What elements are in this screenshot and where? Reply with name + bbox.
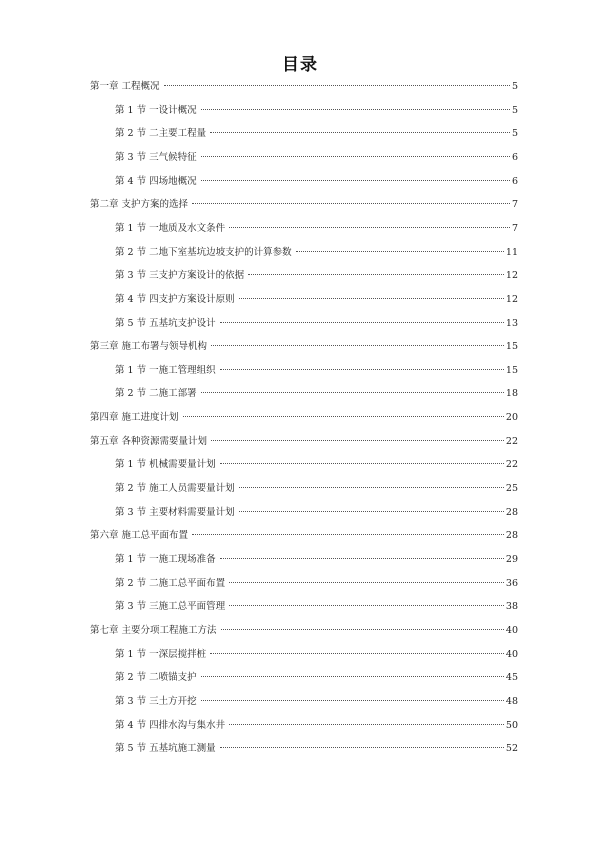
dot-leader bbox=[239, 487, 504, 488]
toc-page-number: 22 bbox=[505, 435, 518, 447]
toc-chapter-entry[interactable] bbox=[90, 529, 518, 543]
toc-section-entry[interactable] bbox=[115, 127, 518, 141]
toc-chapter-entry[interactable] bbox=[90, 80, 518, 94]
toc-section-entry[interactable] bbox=[115, 175, 518, 189]
dot-leader bbox=[211, 345, 504, 346]
toc-entry-label: 第 3 节 三支护方案设计的依据 bbox=[115, 270, 245, 282]
toc-section-entry[interactable] bbox=[115, 600, 518, 614]
toc-entry-label: 第 2 节 二施工总平面布置 bbox=[115, 577, 226, 589]
toc-entry-label: 第 2 节 二主要工程量 bbox=[115, 128, 207, 140]
toc-entry-label: 第 1 节 一地质及水文条件 bbox=[115, 222, 226, 234]
toc-page-number: 15 bbox=[505, 364, 518, 376]
toc-entry-label: 第 3 节 三气候特征 bbox=[115, 151, 197, 163]
dot-leader bbox=[201, 392, 504, 393]
toc-page-number: 18 bbox=[505, 388, 518, 400]
dot-leader bbox=[201, 700, 504, 701]
toc-page-number: 5 bbox=[511, 104, 518, 116]
dot-leader bbox=[210, 653, 504, 654]
toc-page-number: 6 bbox=[511, 151, 518, 163]
toc-page-number: 7 bbox=[511, 222, 518, 234]
toc-entry-label: 第 4 节 四支护方案设计原则 bbox=[115, 293, 235, 305]
toc-entry-label: 第 2 节 二喷锚支护 bbox=[115, 672, 197, 684]
toc-chapter-entry[interactable] bbox=[90, 624, 518, 638]
toc-section-entry[interactable] bbox=[115, 269, 518, 283]
toc-entry-label: 第 1 节 一设计概况 bbox=[115, 104, 197, 116]
dot-leader bbox=[229, 227, 510, 228]
dot-leader bbox=[201, 180, 510, 181]
toc-page-number: 7 bbox=[511, 199, 518, 211]
toc-section-entry[interactable] bbox=[115, 293, 518, 307]
toc-section-entry[interactable] bbox=[115, 482, 518, 496]
toc-page-number: 50 bbox=[505, 719, 518, 731]
dot-leader bbox=[192, 534, 504, 535]
toc-section-entry[interactable] bbox=[115, 719, 518, 733]
dot-leader bbox=[248, 274, 504, 275]
toc-page-number: 36 bbox=[505, 577, 518, 589]
toc-section-entry[interactable] bbox=[115, 577, 518, 591]
toc-entry-label: 第三章 施工布署与领导机构 bbox=[90, 341, 208, 353]
toc-page-number: 38 bbox=[505, 601, 518, 613]
toc-page-number: 22 bbox=[505, 459, 518, 471]
toc-page-number: 28 bbox=[505, 530, 518, 542]
toc-page-number: 15 bbox=[505, 341, 518, 353]
toc-section-entry[interactable] bbox=[115, 222, 518, 236]
dot-leader bbox=[201, 676, 504, 677]
dot-leader bbox=[210, 132, 510, 133]
toc-entry-label: 第一章 工程概况 bbox=[90, 81, 160, 92]
dot-leader bbox=[164, 85, 510, 86]
toc-section-entry[interactable] bbox=[115, 387, 518, 401]
toc-entry-label: 第 2 节 施工人员需要量计划 bbox=[115, 483, 235, 495]
dot-leader bbox=[220, 747, 504, 748]
toc-page-number: 40 bbox=[505, 624, 518, 636]
toc-entry-label: 第 3 节 三施工总平面管理 bbox=[115, 601, 226, 613]
toc-page-number: 12 bbox=[505, 293, 518, 305]
toc-section-entry[interactable] bbox=[115, 104, 518, 118]
toc-page-number: 6 bbox=[511, 175, 518, 187]
dot-leader bbox=[201, 156, 510, 157]
toc-entry-label: 第四章 施工进度计划 bbox=[90, 412, 179, 424]
dot-leader bbox=[201, 109, 510, 110]
dot-leader bbox=[220, 322, 504, 323]
toc-page-number: 29 bbox=[505, 554, 518, 565]
toc-page-number: 11 bbox=[505, 246, 518, 258]
toc-page-number: 52 bbox=[505, 743, 518, 755]
page-title: 目录 bbox=[282, 55, 318, 75]
dot-leader bbox=[211, 440, 504, 441]
dot-leader bbox=[220, 558, 504, 559]
toc-chapter-entry[interactable] bbox=[90, 435, 518, 449]
toc-entry-label: 第七章 主要分项工程施工方法 bbox=[90, 624, 217, 636]
toc-entry-label: 第 2 节 二地下室基坑边坡支护的计算参数 bbox=[115, 246, 292, 258]
toc-page-number: 20 bbox=[505, 412, 518, 424]
toc-section-entry[interactable] bbox=[115, 742, 518, 756]
toc-entry-label: 第 2 节 二施工部署 bbox=[115, 388, 197, 400]
toc-entry-label: 第 5 节 五基坑支护设计 bbox=[115, 317, 216, 329]
toc-entry-label: 第 3 节 主要材料需要量计划 bbox=[115, 506, 235, 518]
dot-leader bbox=[183, 416, 504, 417]
dot-leader bbox=[239, 298, 504, 299]
toc-page-number: 45 bbox=[505, 672, 518, 684]
dot-leader bbox=[229, 582, 504, 583]
toc-section-entry[interactable] bbox=[115, 648, 518, 662]
toc-entry-label: 第六章 施工总平面布置 bbox=[90, 530, 189, 542]
toc-entry-label: 第 1 节 机械需要量计划 bbox=[115, 459, 216, 471]
dot-leader bbox=[221, 629, 504, 630]
toc-entry-label: 第 1 节 一深层搅拌桩 bbox=[115, 648, 207, 660]
toc-page-number: 28 bbox=[505, 506, 518, 518]
toc-page-number: 48 bbox=[505, 695, 518, 707]
toc-entry-label: 第 4 节 四排水沟与集水井 bbox=[115, 719, 226, 731]
toc-section-entry[interactable] bbox=[115, 246, 518, 260]
dot-leader bbox=[220, 463, 504, 464]
toc-section-entry[interactable] bbox=[115, 364, 518, 378]
toc-entry-label: 第二章 支护方案的选择 bbox=[90, 199, 189, 211]
toc-entry-label: 第 5 节 五基坑施工测量 bbox=[115, 743, 216, 755]
dot-leader bbox=[229, 605, 504, 606]
toc-page-number: 13 bbox=[505, 317, 518, 329]
dot-leader bbox=[192, 203, 510, 204]
dot-leader bbox=[229, 724, 504, 725]
toc-section-entry[interactable] bbox=[115, 506, 518, 520]
toc-section-entry[interactable] bbox=[115, 458, 518, 472]
toc-page-number: 5 bbox=[511, 128, 518, 140]
toc-entry-label: 第 1 节 一施工管理组织 bbox=[115, 364, 216, 376]
toc-page-number: 12 bbox=[505, 270, 518, 282]
toc-chapter-entry[interactable] bbox=[90, 198, 518, 212]
toc-page-number: 40 bbox=[505, 648, 518, 660]
toc-section-entry[interactable] bbox=[115, 695, 518, 709]
toc-entry-label: 第 1 节 一施工现场准备 bbox=[115, 554, 216, 565]
dot-leader bbox=[239, 511, 504, 512]
toc-entry-label: 第五章 各种资源需要量计划 bbox=[90, 435, 208, 447]
toc-section-entry[interactable] bbox=[115, 671, 518, 685]
toc-entry-label: 第 3 节 三土方开挖 bbox=[115, 695, 197, 707]
toc-entry-label: 第 4 节 四场地概况 bbox=[115, 175, 197, 187]
toc-chapter-entry[interactable] bbox=[90, 411, 518, 425]
toc-section-entry[interactable] bbox=[115, 317, 518, 331]
toc-page-number: 25 bbox=[505, 483, 518, 495]
toc-chapter-entry[interactable] bbox=[90, 340, 518, 354]
dot-leader bbox=[220, 369, 504, 370]
toc-page-number: 5 bbox=[511, 81, 518, 92]
dot-leader bbox=[296, 251, 504, 252]
toc-section-entry[interactable] bbox=[115, 151, 518, 165]
toc-section-entry[interactable] bbox=[115, 553, 518, 567]
